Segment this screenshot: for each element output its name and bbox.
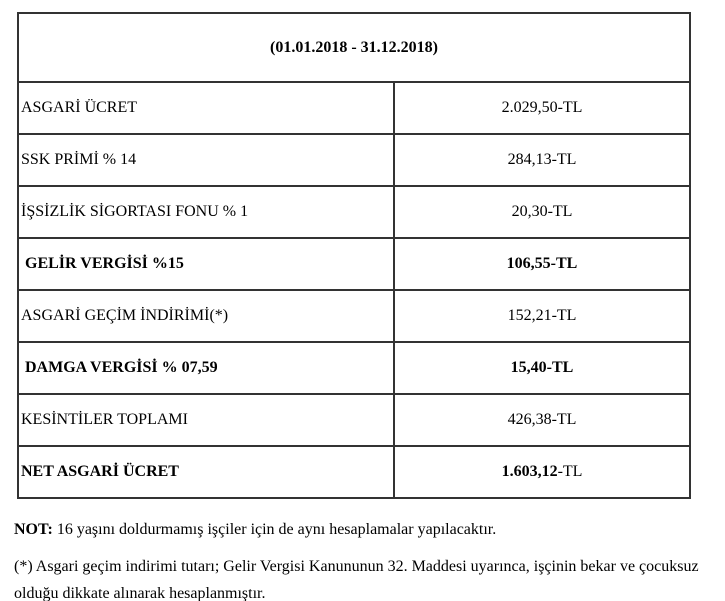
minimum-wage-table — [17, 12, 691, 499]
row-value — [394, 82, 690, 134]
row-label — [18, 186, 394, 238]
table-row-asgari-gecim-indirimi — [18, 290, 690, 342]
row-label-text: GELİR VERGİSİ %15 — [21, 255, 184, 272]
table-row-net-asgari-ucret — [18, 446, 690, 498]
note-text: 16 yaşını doldurmamış işçiler için de aynı hesaplamalar yapılacaktır. — [52, 521, 497, 538]
row-value-suffix: -TL — [557, 463, 583, 480]
footnote-paragraph: (*) Asgari geçim indirimi tutarı; Gelir Vergisi Kanununun 32. Maddesi uyarınca, işçinin bekar ve çocuksuz olduğu dikkate alınarak hesaplanmıştır. — [14, 558, 699, 601]
row-value — [394, 186, 690, 238]
row-label — [18, 82, 394, 134]
row-value-text: 15,40-TL — [510, 359, 574, 376]
table-row-kesintiler-toplami — [18, 394, 690, 446]
row-value — [394, 342, 690, 394]
note-paragraph — [14, 520, 711, 539]
row-label-text: SSK PRİMİ % 14 — [21, 151, 137, 168]
row-value-text: 20,30-TL — [511, 203, 573, 220]
table-row-asgari-ucret — [18, 82, 690, 134]
row-label-text: ASGARİ GEÇİM İNDİRİMİ(*) — [21, 307, 229, 324]
period-header: (01.01.2018 - 31.12.2018) — [18, 13, 690, 82]
row-label — [18, 290, 394, 342]
table-row-issizlik-sigortasi-fonu — [18, 186, 690, 238]
row-label-text: İŞSİZLİK SİGORTASI FONU % 1 — [21, 203, 249, 220]
row-label — [18, 342, 394, 394]
row-label-text: KESİNTİLER TOPLAMI — [21, 411, 188, 428]
row-value — [394, 134, 690, 186]
row-label — [18, 394, 394, 446]
table-header-row — [18, 13, 690, 82]
row-value — [394, 446, 690, 498]
row-label — [18, 134, 394, 186]
table-row-gelir-vergisi — [18, 238, 690, 290]
row-label-text: NET ASGARİ ÜCRET — [21, 463, 179, 480]
row-value-text: 2.029,50-TL — [501, 99, 583, 116]
row-value — [394, 238, 690, 290]
note-label: NOT: — [14, 521, 53, 538]
row-value-text: 152,21-TL — [507, 307, 577, 324]
row-value — [394, 290, 690, 342]
row-value-text: 1.603,12 — [501, 463, 558, 480]
row-label-text: DAMGA VERGİSİ % 07,59 — [21, 359, 218, 376]
row-label — [18, 238, 394, 290]
row-label-text: ASGARİ ÜCRET — [21, 99, 138, 116]
table-row-damga-vergisi — [18, 342, 690, 394]
row-value-text: 284,13-TL — [507, 151, 577, 168]
row-value-text: 106,55-TL — [506, 255, 578, 272]
row-value — [394, 394, 690, 446]
row-value-text: 426,38-TL — [507, 411, 577, 428]
row-label — [18, 446, 394, 498]
table-row-ssk-primi — [18, 134, 690, 186]
